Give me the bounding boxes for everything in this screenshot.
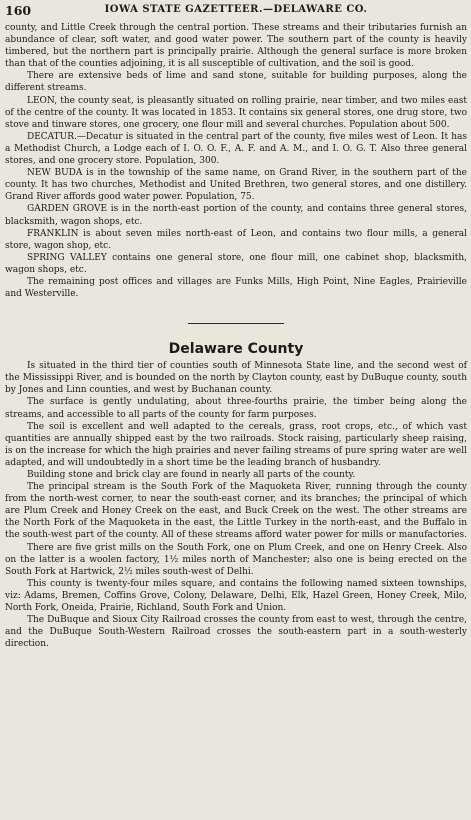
paragraph: Building stone and brick clay are found in nearly all parts of the county. xyxy=(27,470,356,480)
section-heading: Delaware County xyxy=(168,341,304,358)
paragraph: The remaining post offices and villages are Funks Mills, High Point, Nine Eagles, Prairieville and Westerville. xyxy=(5,276,467,300)
paragraph: county, and Little Creek through the central portion. These streams and their tributaries furnish an abundance of clear, soft water, and good water power. The southern part of the county is heavily timbered, but the northern part is principally prairie. Although the general surface is more broken than that of the counties adjoining, it is all susceptible of cultivation, and the soil is good. xyxy=(5,23,467,70)
paragraph: LEON, the county seat, is pleasantly situated on rolling prairie, near timber, and two miles east of the centre of the county. It was located in 1853. It contains six general stores, one drug store, two stove and tinware stores, one grocery, one flour mill and several churches. Population about 500. xyxy=(5,95,467,130)
paragraph: NEW BUDA is in the township of the same name, on Grand River, in the southern part of the county. It has two churches, Methodist and United Brethren, two general stores, and one distillery. Grand River affords good water power. Population, 75. xyxy=(5,168,467,203)
paragraph: Is situated in the third tier of counties south of Minnesota State line, and the second west of the Mississippi River, and is bounded on the north by Clayton county, east by DuBuque county, south by Jones and Linn counties, and west by Buchanan county. xyxy=(5,361,467,396)
paragraph: There are extensive beds of lime and sand stone, suitable for building purposes, along the different streams. xyxy=(5,71,467,94)
paragraph: The principal stream is the South Fork of the Maquoketa River, running through the county from the north-west corner, to near the south-east corner, and its branches; the principal of which are Plum Creek and Honey Creek on the east, and Buck Creek on the west. The other streams are the North Fork of the Maquoketa in the east, the Little Turkey in the north-east, and the Buffalo in the south-west part of the county. All of these streams afford water power for mills or manufactories. xyxy=(5,482,467,541)
paragraph: The surface is gently undulating, about three-fourths prairie, the timber being along the streams, and accessible to all parts of the county for farm purposes. xyxy=(5,397,467,420)
page-header xyxy=(5,3,467,17)
leon-county-continued-section xyxy=(5,22,467,300)
paragraph: There are five grist mills on the South Fork, one on Plum Creek, and one on Henry Creek. Also on the latter is a woolen factory, 1½ miles north of Manchester; also one is being erected on the South Fork at Hartwick, 2½ miles south-west of Delhi. xyxy=(5,542,467,577)
running-title: IOWA STATE GAZETTEER.—DELAWARE CO. xyxy=(104,4,368,15)
delaware-county-section xyxy=(5,341,467,650)
paragraph: The soil is excellent and well adapted to the cereals, grass, root crops, etc., of which vast quantities are annually shipped east by the two railroads. Stock raising, particularly sheep raising, is on the increase for which the high prairies and never failing streams of pure spring water are well adapted, and will undoubtedly in a short time be the leading branch of husbandry. xyxy=(5,421,467,468)
paragraph: GARDEN GROVE is in the north-east portion of the county, and contains three general stores, blacksmith, wagon shops, etc. xyxy=(5,204,467,227)
paragraph: The DuBuque and Sioux City Railroad crosses the county from east to west, through the centre, and the DuBuque South-Western Railroad crosses the south-eastern part in a south-westerly direction. xyxy=(5,615,467,650)
paragraph: This county is twenty-four miles square, and contains the following named sixteen townships, viz: Adams, Bremen, Coffins Grove, Colony, Delaware, Delhi, Elk, Hazel Green, Honey Creek, Milo, North Fork, Oneida, Prairie, Richland, South Fork and Union. xyxy=(5,578,467,614)
section-divider xyxy=(188,323,284,324)
paragraph: DECATUR.—Decatur is situated in the central part of the county, five miles west of Leon. It has a Methodist Church, a Lodge each of I. O. O. F., A. F. and A. M., and I. O. G. T. Also three general stores, and one grocery store. Population, 300. xyxy=(5,131,467,167)
paragraph: SPRING VALLEY contains one general store, one flour mill, one cabinet shop, blacksmith, wagon shops, etc. xyxy=(5,252,467,275)
page-number: 160 xyxy=(5,3,32,18)
paragraph: FRANKLIN is about seven miles north-east of Leon, and contains two flour mills, a general store, wagon shop, etc. xyxy=(5,228,467,251)
